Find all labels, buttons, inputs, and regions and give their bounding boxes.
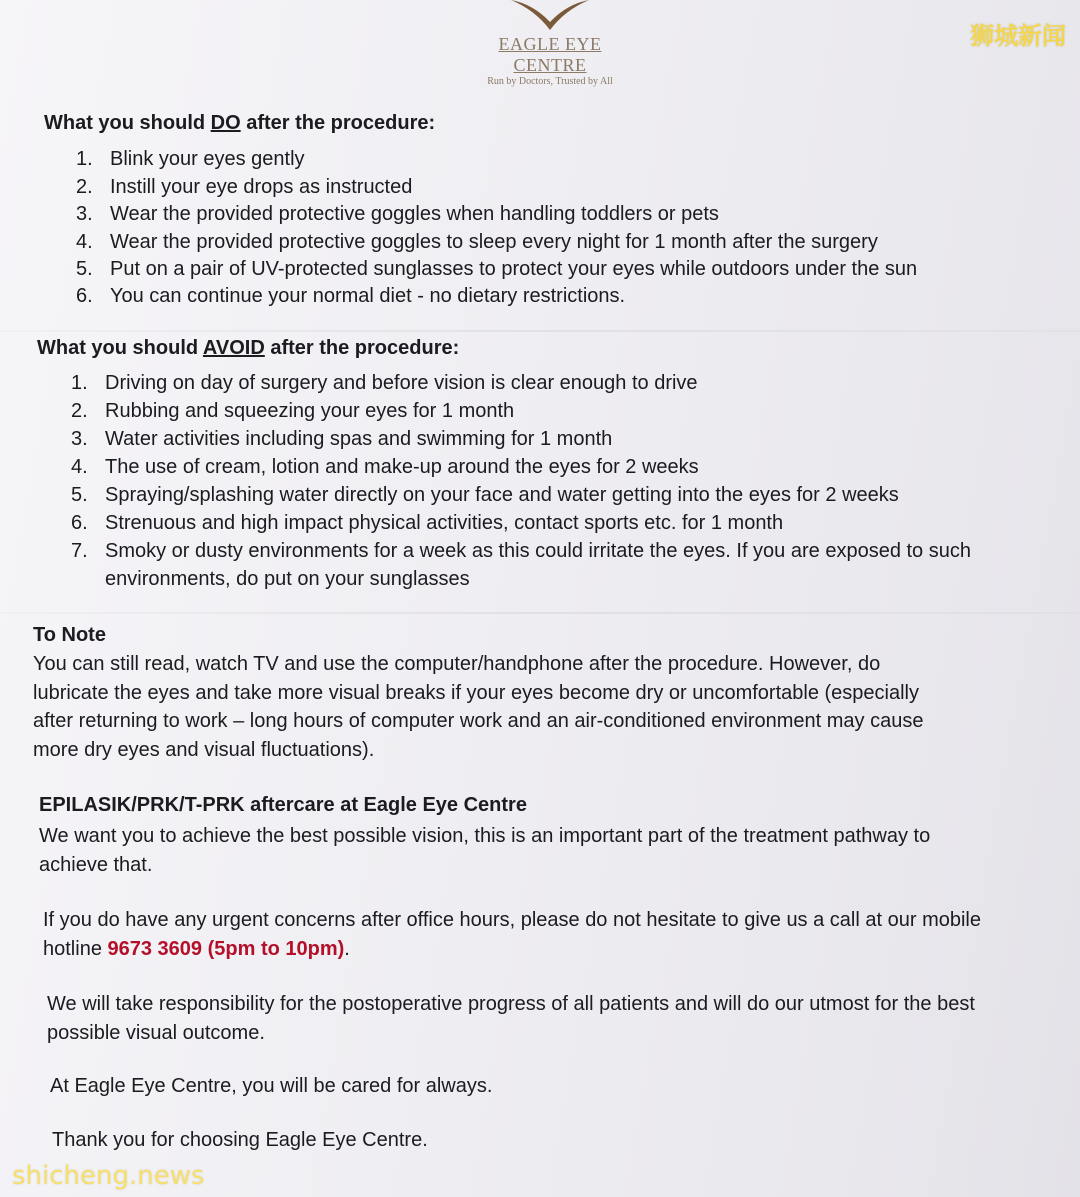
logo-tagline: Run by Doctors, Trusted by All — [487, 76, 613, 87]
watermark-bottom: shicheng.news — [12, 1161, 205, 1191]
list-item: 2. Instill your eye drops as instructed — [76, 176, 413, 198]
paper-fold-line — [0, 330, 1080, 332]
list-item: 3. Water activities including spas and swimming for 1 month — [71, 428, 613, 450]
list-item: 1. Blink your eyes gently — [76, 148, 305, 170]
cared-line: At Eagle Eye Centre, you will be cared for always. — [50, 1075, 493, 1097]
list-item: 1. Driving on day of surgery and before vision is clear enough to drive — [71, 372, 698, 394]
list-item: 5. Put on a pair of UV-protected sunglasses to protect your eyes while outdoors under the sun — [76, 258, 918, 280]
list-item: 3. Wear the provided protective goggles when handling toddlers or pets — [76, 203, 719, 225]
list-item-continuation: environments, do put on your sunglasses — [105, 568, 470, 590]
note-heading: To Note — [33, 624, 106, 646]
aftercare-intro: We want you to achieve the best possible vision, this is an important part of the treatment pathway to achieve that. — [39, 825, 931, 876]
note-paragraph: You can still read, watch TV and use the computer/handphone after the procedure. However, do lubricate the eyes and take more visual breaks if your eyes become dry or uncomfortable (especially after returning to work – long hours of computer work and an air-conditioned environment may cause more dry eyes and visual fluctuations). — [33, 653, 924, 761]
logo-name: EAGLE EYE CENTRE — [498, 34, 602, 75]
responsibility-paragraph: We will take responsibility for the postoperative progress of all patients and will do our utmost for the best possible visual outcome. — [47, 993, 975, 1044]
paper-fold-line — [0, 612, 1080, 614]
hotline-paragraph: If you do have any urgent concerns after office hours, please do not hesitate to give us a call at our mobile hotline 9673 3609 (5pm to 10pm). — [43, 909, 981, 960]
aftercare-heading: EPILASIK/PRK/T-PRK aftercare at Eagle Eye Centre — [39, 794, 527, 816]
hotline-number: 9673 3609 (5pm to 10pm) — [107, 937, 345, 960]
list-item: 5. Spraying/splashing water directly on your face and water getting into the eyes for 2 weeks — [71, 484, 899, 506]
eagle-eye-centre-logo — [470, 0, 630, 87]
list-item: 6. Strenuous and high impact physical activities, contact sports etc. for 1 month — [71, 512, 784, 534]
list-item: 7. Smoky or dusty environments for a week as this could irritate the eyes. If you are exposed to such — [71, 540, 971, 562]
list-item: 4. Wear the provided protective goggles to sleep every night for 1 month after the surgery — [76, 231, 878, 253]
avoid-heading: What you should AVOID after the procedure: — [37, 337, 460, 359]
list-item: 6. You can continue your normal diet - no dietary restrictions. — [76, 285, 626, 307]
list-item: 4. The use of cream, lotion and make-up around the eyes for 2 weeks — [71, 456, 699, 478]
do-heading: What you should DO after the procedure: — [44, 112, 436, 134]
list-item: 2. Rubbing and squeezing your eyes for 1 month — [71, 400, 515, 422]
watermark-top: 狮城新闻 — [970, 22, 1066, 50]
thanks-line: Thank you for choosing Eagle Eye Centre. — [52, 1129, 428, 1151]
eagle-wings-icon — [505, 0, 595, 32]
